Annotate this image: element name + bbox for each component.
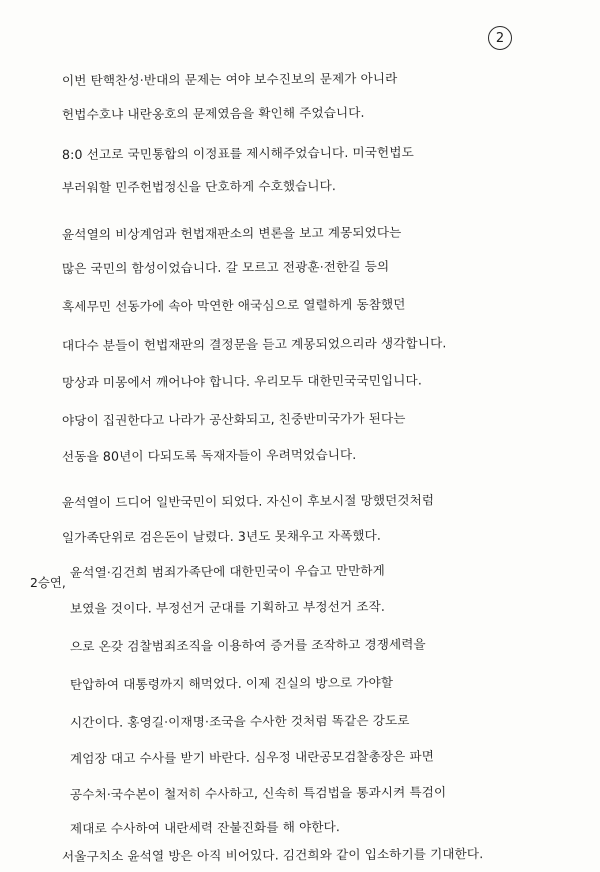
- text-line: 8:0 선고로 국민통합의 이정표를 제시해주었습니다. 미국헌법도: [61, 144, 414, 162]
- text-line: 선동을 80년이 다되도록 독재자들이 우려먹었습니다.: [61, 446, 357, 464]
- text-line: 많은 국민의 함성이었습니다. 갈 모르고 전광훈·전한길 등의: [61, 258, 390, 276]
- text-line: 서울구치소 윤석열 방은 아직 비어있다. 김건희와 같이 입소하기를 기대한다.: [61, 846, 484, 864]
- text-line: 공수처·국수본이 철저히 수사하고, 신속히 특검법을 통과시켜 특검이: [69, 784, 447, 802]
- text-line: 계엄장 대고 수사를 받기 바란다. 심우정 내란공모검찰총장은 파면: [69, 748, 435, 766]
- text-line: 으로 온갖 검찰범죄조직을 이용하여 증거를 조작하고 경쟁세력을: [69, 636, 426, 654]
- text-line: 야당이 집권한다고 나라가 공산화되고, 친중반미국가가 된다는: [61, 410, 406, 428]
- text-line: 보였을 것이다. 부정선거 군대를 기획하고 부정선거 조작.: [69, 598, 385, 616]
- text-line: 대다수 분들이 헌법재판의 결정문을 듣고 계몽되었으리라 생각합니다.: [61, 335, 447, 353]
- text-line: 이번 탄핵찬성·반대의 문제는 여야 보수진보의 문제가 아니라: [61, 70, 398, 88]
- text-line: 탄압하여 대통령까지 해먹었다. 이제 진실의 방으로 가야할: [69, 674, 394, 692]
- text-line: 시간이다. 홍영길·이재명·조국을 수사한 것처럼 똑같은 강도로: [69, 712, 410, 730]
- text-line: 윤석열·김건희 범죄가족단에 대한민국이 우습고 만만하게: [69, 562, 385, 580]
- text-line: 부러워할 민주헌법정신을 단호하게 수호했습니다.: [61, 178, 337, 195]
- text-line: 윤석열이 드디어 일반국민이 되었다. 자신이 후보시절 망했던것처럼: [61, 492, 435, 510]
- page-number: 2: [488, 26, 512, 50]
- text-line: 제대로 수사하여 내란세력 잔불진화를 해 야한다.: [69, 819, 340, 836]
- text-line: 윤석열의 비상계엄과 헌법재판소의 변론을 보고 계몽되었다는: [61, 224, 402, 242]
- text-line: 망상과 미몽에서 깨어나야 합니다. 우리모두 대한민국국민입니다.: [61, 372, 422, 390]
- text-line: 일가족단위로 검은돈이 날렸다. 3년도 못채우고 자폭했다.: [61, 527, 382, 545]
- text-line: 혹세무민 선동가에 속아 막연한 애국심으로 열렬하게 동참했던: [61, 296, 406, 314]
- text-line: 헌법수호냐 내란옹호의 문제였음을 확인해 주었습니다.: [61, 104, 365, 122]
- margin-note: 2승연,: [30, 575, 66, 590]
